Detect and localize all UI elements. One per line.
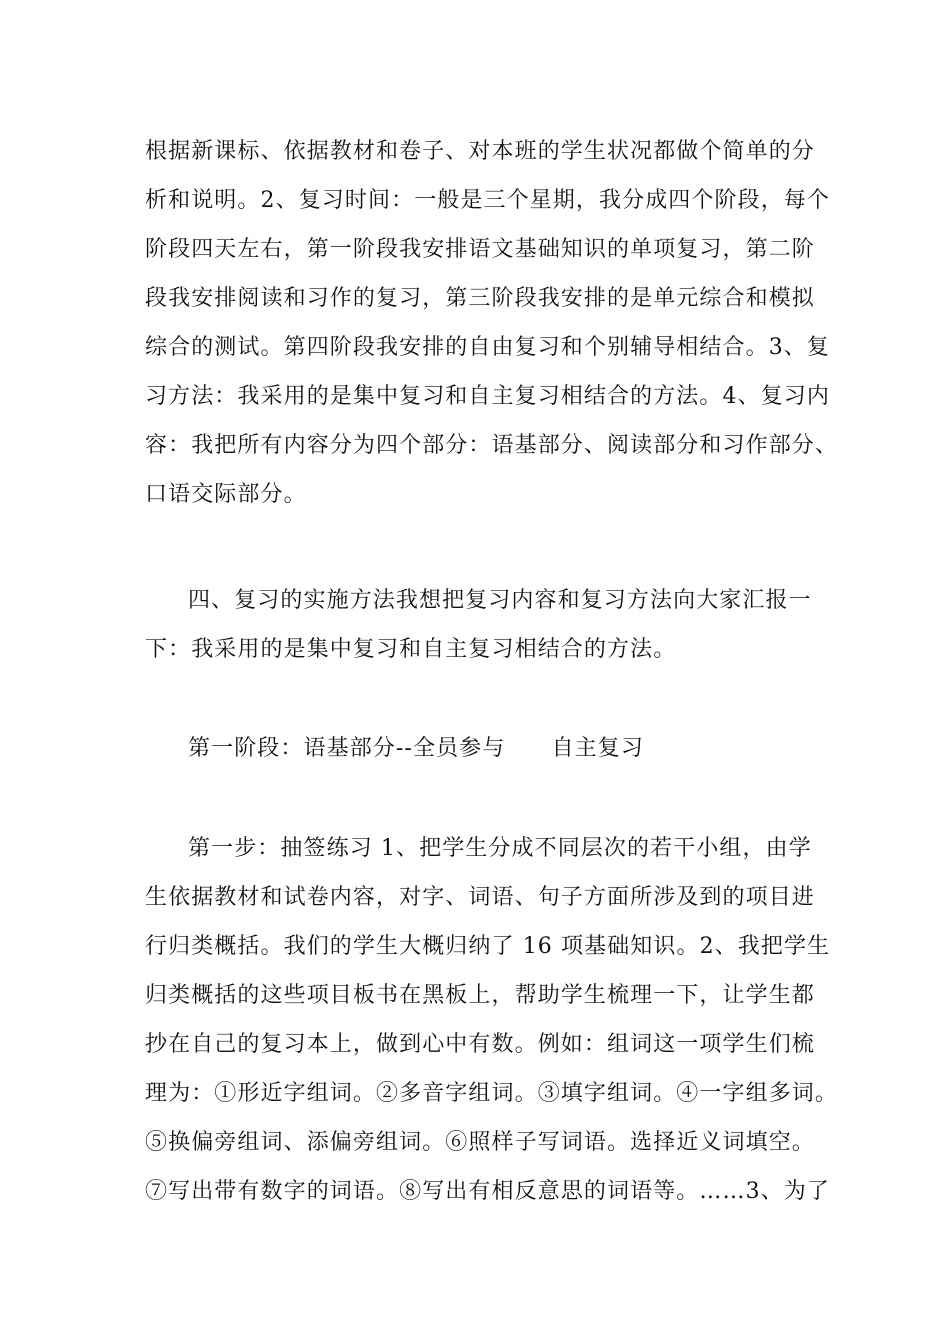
text-line: 四、复习的实施方法我想把复习内容和复习方法向大家汇报一 — [188, 588, 812, 613]
text-line: 口语交际部分。 — [145, 482, 307, 507]
text-line: 下：我采用的是集中复习和自主复习相结合的方法。 — [145, 637, 677, 662]
text-line: 段我安排阅读和习作的复习，第三阶段我安排的是单元综合和模拟 — [145, 286, 815, 311]
text-line: ⑦写出带有数字的词语。⑧写出有相反意思的词语等。……3、为了 — [145, 1179, 830, 1204]
text-line: 第一步：抽签练习 1、把学生分成不同层次的若干小组，由学 — [188, 836, 812, 861]
text-line: 根据新课标、依据教材和卷子、对本班的学生状况都做个简单的分 — [145, 139, 815, 164]
text-line: 阶段四天左右，第一阶段我安排语文基础知识的单项复习，第二阶 — [145, 237, 815, 262]
text-line: ⑤换偏旁组词、添偏旁组词。⑥照样子写词语。选择近义词填空。 — [145, 1130, 815, 1155]
text-line: 理为：①形近字组词。②多音字组词。③填字组词。④一字组多词。 — [145, 1081, 839, 1106]
text-line: 析和说明。2、复习时间：一般是三个星期，我分成四个阶段，每个 — [145, 188, 830, 213]
text-line: 综合的测试。第四阶段我安排的自由复习和个别辅导相结合。3、复 — [145, 335, 830, 360]
text-line: 习方法：我采用的是集中复习和自主复习相结合的方法。4、复习内 — [145, 384, 830, 409]
text-line: 行归类概括。我们的学生大概归纳了 16 项基础知识。2、我把学生 — [145, 934, 831, 959]
text-line: 生依据教材和试卷内容，对字、词语、句子方面所涉及到的项目进 — [145, 885, 815, 910]
text-line: 容：我把所有内容分为四个部分：语基部分、阅读部分和习作部分、 — [145, 433, 839, 458]
text-line: 抄在自己的复习本上，做到心中有数。例如：组词这一项学生们梳 — [145, 1032, 815, 1057]
text-line: 第一阶段：语基部分--全员参与 自主复习 — [188, 736, 644, 761]
text-line: 归类概括的这些项目板书在黑板上，帮助学生梳理一下，让学生都 — [145, 983, 815, 1008]
